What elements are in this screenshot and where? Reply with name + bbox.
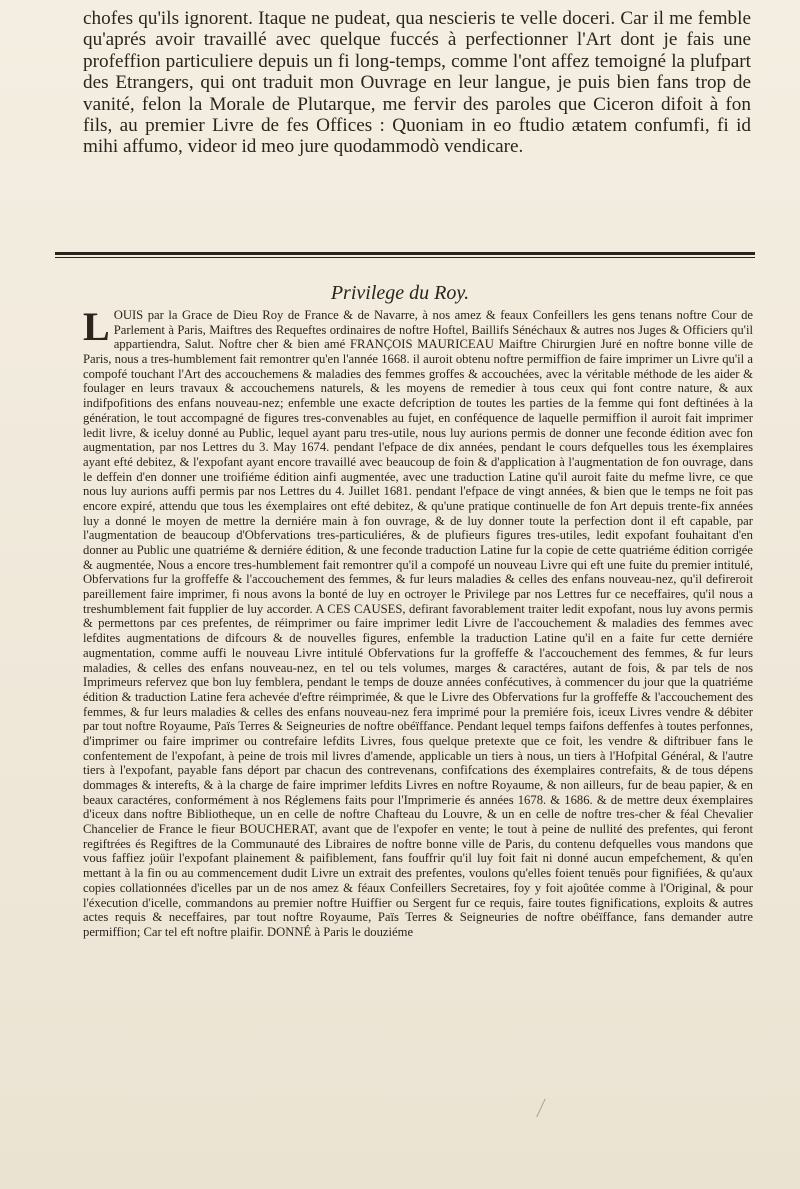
section-divider-thin [55, 257, 755, 258]
drop-cap: L [83, 304, 110, 349]
privilege-text: OUIS par la Grace de Dieu Roy de France & de Navarre, à nos amez & feaux Confeillers les gens tenans noftre Cour de Parlement à Paris, Maiftres des Requeftes ordinaires de noftre Hoftel, Baillifs Sénéchaux & autres nos Juges & Officiers qu'il appartiendra, Salut. Noftre cher & bien amé FRANÇOIS MAURICEAU Maiftre Chirurgien Juré en noftre bonne ville de Paris, nous a tres-humblement fait remontrer qu'en l'année 1668. il auroit obtenu noftre permiffion de faire imprimer un Livre qu'il a compofé touchant l'Art des accouchemens & maladies des femmes groffes & accouchées, avec la véritable méthode de les aider & foulager en leurs travaux & accouchemens naturels, & les moyens de remedier à tous ceux qui font contre nature, & aux indifpofitions des enfans nouveau-nez; enfemble une exacte defcription de toutes les parties de la femme qui font deftinées à la génération, le tout accompagné de figures tres-convenables au fujet, en conféquence de laquelle permiffion il auroit fait imprimer ledit livre, & iceluy donné au Public, lequel ayant paru tres-utile, nous luy aurions permis de donner une feconde édition avec fon augmentation, par nos Lettres du 3. May 1674. pendant l'efpace de dix années, pendant le cours defquelles tous les éxemplaires ayant efté debitez, & l'expofant ayant encore travaillé avec beaucoup de foin & d'application à l'augmentation de fon ouvrage, dans le deffein d'en donner une troifiéme édition ainfi augmentée, avec une traduction Latine qu'il auroit faite du mefme livre, ce que nous luy aurions auffi permis par nos Lettres du 4. Juillet 1681. pendant l'efpace de vingt années, & bien que le temps ne foit pas encore expiré, attendu que tous les éxemplaires ont efté debitez, & qu'une pratique continuelle de fon Art depuis trente-fix années luy a donné le moyen de mettre la derniére main à fon ouvrage, & de luy donner toute la perfection dont il eft capable, par l'augmentation de beaucoup d'Obfervations tres-particuliéres, & de plufieurs figures tres-utiles, ledit expofant fouhaitant d'en donner au Public une quatriéme & derniére édition, & une feconde traduction Latine fur la copie de cette quatriéme édition corrigée & augmentée, Nous a encore tres-humblement fait remontrer qu'il a compofé un nouveau Livre qui eft une fuite du premier intitulé, Obfervations fur la groffeffe & l'accouchement des femmes, & fur leurs maladies & celles des enfans nouveau-nez, qu'il defireroit pareillement faire imprimer, fi nous avons la bonté de luy en octroyer le Privilege par nos Lettres fur ce neceffaires, qu'il nous a treshumblement fait fupplier de luy accorder. A CES CAUSES, defirant favorablement traiter ledit expofant, nous luy avons permis & permettons par ces prefentes, de réimprimer ou faire imprimer ledit Livre de l'accouchement & maladies des femmes avec lefdites augmentations de difcours & de nouvelles figures, enfemble la traduction Latine qu'il en a faite fur cette derniére augmentation, comme auffi le nouveau Livre intitulé Obfervations fur la groffeffe & l'accouchement des femmes, & fur leurs maladies, & celles des enfans nouveau-nez, en tel ou tels volumes, marges & caractéres, autant de fois, & par tels de nos Imprimeurs refervez que bon luy femblera, pendant le temps de douze années confécutives, à commencer du jour que la quatriéme édition & traduction Latine fera achevée d'eftre réimprimée, & que le Livre des Obfervations fur la groffeffe & l'accouchement des femmes, & fur leurs maladies & celles des enfans nouveau-nez fera imprimé pour la premiére fois, iceux Livres vendre & débiter par tout noftre Royaume, Païs Terres & Seigneuries de noftre obéïffance. Pendant lequel temps faifons deffenfes à toutes perfonnes, d'imprimer ou faire imprimer ou contrefaire lefdits Livres, fous quelque pretexte que ce foit, les vendre & diftribuer fans le confentement de l'expofant, à peine de trois mil livres d'amende, applicable un tiers à nous, un tiers à l'Hofpital Général, & l'autre tiers à l'expofant, payable fans déport par chacun des contrevenans, confifcations des éxemplaires contrefaits, & de tous dépens dommages & interefts, & à la charge de faire imprimer lefdits Livres en noftre Royaume, & non ailleurs, fur de beau papier, & en beaux caractéres, conformément à nos Réglemens faits pour l'Imprimerie és années 1678. & 1686. & de mettre deux éxemplaires d'iceux dans noftre Bibliotheque, un en celle de noftre Chafteau du Louvre, & un en celle de noftre tres-cher & féal Chevalier Chancelier de France le fieur BOUCHERAT, avant que de l'expofer en vente; le tout à peine de nullité des prefentes, qui feront regiftrées és Regiftres de la Communauté des Libraires de noftre bonne ville de Paris, du contenu defquelles vous mandons que vous faffiez joüir l'expofant plainement & paifiblement, fans fouffrir qu'il luy foit fait ni donné aucun empefchement, & qu'en mettant à la fin ou au commencement dudit Livre un extrait des prefentes, voulons qu'elles foient tenuës pour fignifiées, & qu'aux copies collationnées d'icelles par un de nos amez & féaux Confeillers Secretaires, foy y foit ajoûtée comme à l'Original, & pour l'éxecution d'icelle, commandons au premier noftre Huiffier ou Sergent fur ce requis, faire toutes fignifications, exploits & autres actes requis & neceffaires, par tout noftre Royaume, Païs Terres & Seigneuries de noftre obéïffance, fans demander autre permiffion; Car tel eft noftre plaifir. DONNÉ à Paris le douziéme [83, 308, 753, 939]
privilege-body [83, 304, 753, 940]
intro-text: chofes qu'ils ignorent. Itaque ne pudeat, qua nescieris te velle doceri. Car il me femble qu'aprés avoir travaillé avec quelque fuccés à perfectionner l'Art dont je fais une profeffion particuliere depuis un fi long-temps, comme l'ont affez temoigné la plufpart des Etrangers, qui ont traduit mon Ouvrage en leur langue, je puis bien fans trop de vanité, felon la Morale de Plutarque, me fervir des paroles que Ciceron difoit à fon fils, au premier Livre de fes Offices : Quoniam in eo ftudio ætatem confumfi, fi id mihi affumo, videor id meo jure quodammodò vendicare. [83, 8, 751, 158]
ink-mark [536, 1099, 554, 1122]
intro-paragraph [83, 8, 751, 158]
section-title: Privilege du Roy. [330, 282, 470, 304]
privilege-paragraph [83, 304, 753, 940]
section-divider [55, 252, 755, 255]
